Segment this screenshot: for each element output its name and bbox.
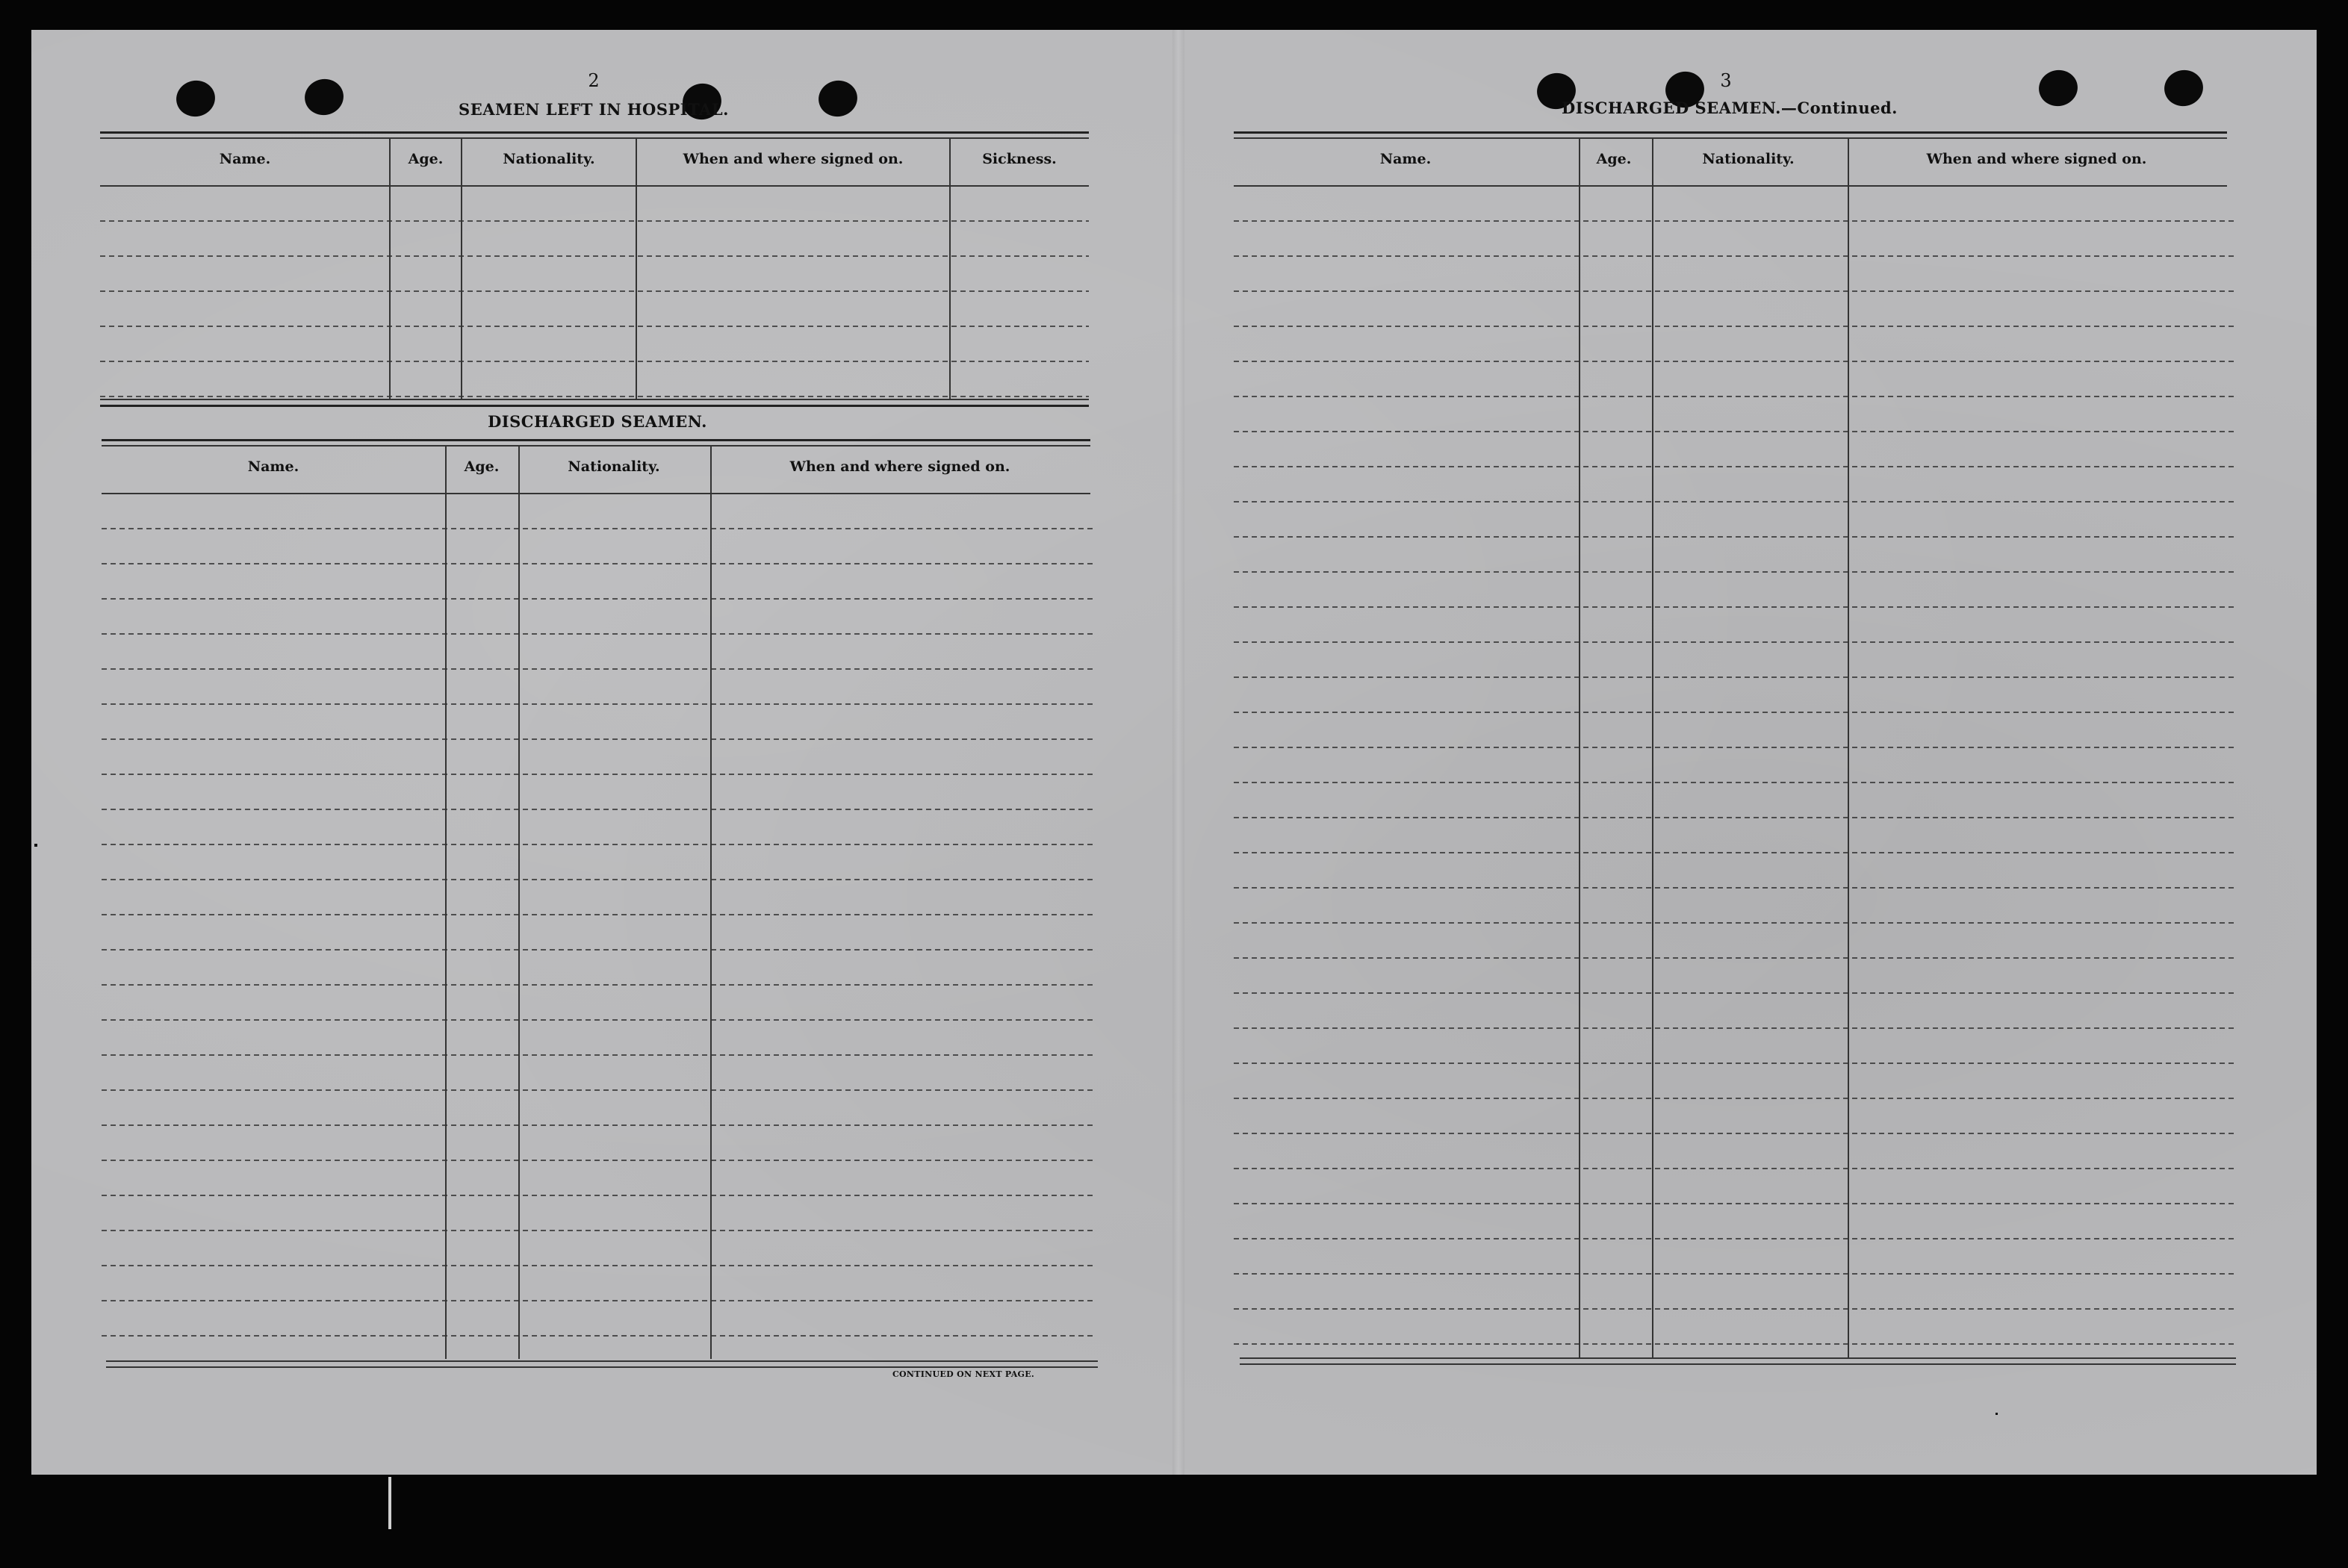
page-number-right: 3: [1720, 70, 1732, 91]
hospital-col-nationality: Nationality.: [503, 151, 595, 167]
discharged-col-signed-on: When and where signed on.: [789, 458, 1010, 475]
continued-table-top-rule-2: [1234, 137, 2227, 139]
center-fold: [1173, 30, 1184, 1475]
hospital-col-divider: [636, 139, 637, 400]
continued-table-top-rule: [1234, 131, 2227, 134]
hospital-table-top-rule-2: [100, 137, 1089, 139]
continued-section-title: DISCHARGED SEAMEN.—Continued.: [1562, 99, 1898, 117]
discharged-col-divider: [445, 447, 447, 1359]
hospital-col-age: Age.: [408, 151, 444, 167]
hospital-col-divider: [949, 139, 951, 400]
page-number-left: 2: [588, 70, 600, 91]
discharged-table-top-rule: [102, 439, 1090, 441]
hospital-table-top-rule: [100, 131, 1089, 134]
hospital-col-sickness: Sickness.: [982, 151, 1057, 167]
continued-col-divider: [1652, 139, 1653, 1357]
discharged-col-divider: [710, 447, 712, 1359]
continued-col-divider: [1579, 139, 1580, 1357]
hospital-table-rows: [100, 187, 1089, 397]
hospital-col-divider: [461, 139, 462, 400]
continued-table-rows: [1234, 187, 2234, 1351]
discharged-col-name: Name.: [247, 458, 299, 475]
discharged-table-rows: [102, 494, 1095, 1360]
hospital-col-signed-on: When and where signed on.: [683, 151, 904, 167]
discharged-table-top-rule-2: [102, 445, 1090, 447]
continued-table-bottom-rule: [1240, 1357, 2236, 1359]
hospital-table-bottom-rule-2: [100, 405, 1089, 407]
continued-col-name: Name.: [1379, 151, 1432, 167]
discharged-table-bottom-rule: [106, 1360, 1098, 1362]
discharged-section-title: DISCHARGED SEAMEN.: [488, 412, 707, 431]
discharged-col-nationality: Nationality.: [568, 458, 660, 475]
scan-tick: [388, 1477, 391, 1529]
discharged-col-divider: [518, 447, 520, 1359]
hospital-col-divider: [389, 139, 391, 400]
hospital-section-title: SEAMEN LEFT IN HOSPITAL.: [459, 100, 729, 119]
discharged-col-age: Age.: [464, 458, 500, 475]
hospital-col-name: Name.: [219, 151, 271, 167]
scan-speck: [34, 844, 37, 847]
continued-col-age: Age.: [1596, 151, 1632, 167]
scan-speck: [1996, 1413, 1998, 1415]
continued-col-divider: [1848, 139, 1849, 1357]
continued-table-bottom-rule-2: [1240, 1363, 2236, 1365]
continued-col-signed-on: When and where signed on.: [1926, 151, 2147, 167]
continued-col-nationality: Nationality.: [1702, 151, 1795, 167]
continued-note: CONTINUED ON NEXT PAGE.: [892, 1369, 1035, 1379]
discharged-table-bottom-rule-2: [106, 1366, 1098, 1368]
hospital-table-bottom-rule: [100, 399, 1089, 400]
